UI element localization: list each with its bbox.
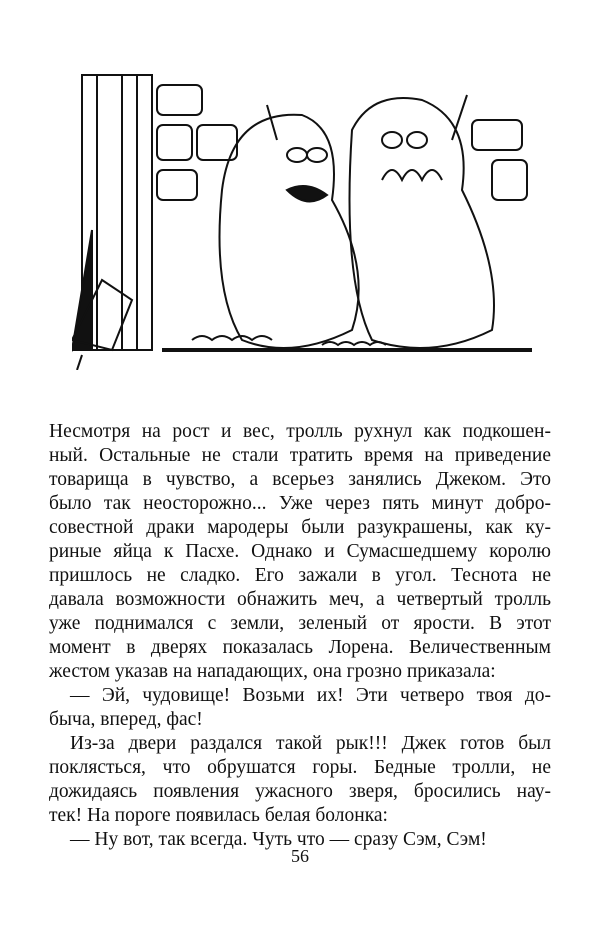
text-line: жестом указав на нападающих, она грозно приказала: [49,661,496,682]
text-line: товарища в чувство, а всерьез занялись Джеком. Это [49,469,551,490]
text-line: ный. Остальные не стали тратить время на приведение [49,445,551,466]
text-line: дожидаясь появления ужасного зверя, бросились нау- [49,781,551,802]
body-text [49,420,551,852]
illustration-trolls [72,70,552,370]
text-line: момент в дверях показалась Лорена. Величественным [49,637,551,658]
text-line: — Ну вот, так всегда. Чуть что — сразу Сэм, Сэм! [70,829,487,850]
text-line: давала возможности обнажить меч, а четвертый тролль [49,589,551,610]
text-line: Несмотря на рост и вес, тролль рухнул как подкошен- [49,421,551,442]
text-line: — Эй, чудовище! Возьми их! Эти четверо твоя до- [70,685,551,706]
text-line: быча, вперед, фас! [49,709,203,730]
text-line: поклясться, что обрушатся горы. Бедные тролли, не [49,757,551,778]
text-line: уже поднимался с земли, зеленый от ярости. В этот [49,613,551,634]
page-number: 56 [291,846,309,866]
text-line: Из-за двери раздался такой рык!!! Джек готов был [70,733,551,754]
text-line: было так неосторожно... Уже через пять минут добро- [49,493,551,514]
text-line: риные яйца к Пасхе. Однако и Сумасшедшему королю [49,541,551,562]
text-line: тек! На пороге появилась белая болонка: [49,805,388,826]
text-line: совестной драки мародеры были разукрашены, как ку- [49,517,551,538]
text-line: пришлось не сладко. Его зажали в угол. Теснота не [49,565,551,586]
